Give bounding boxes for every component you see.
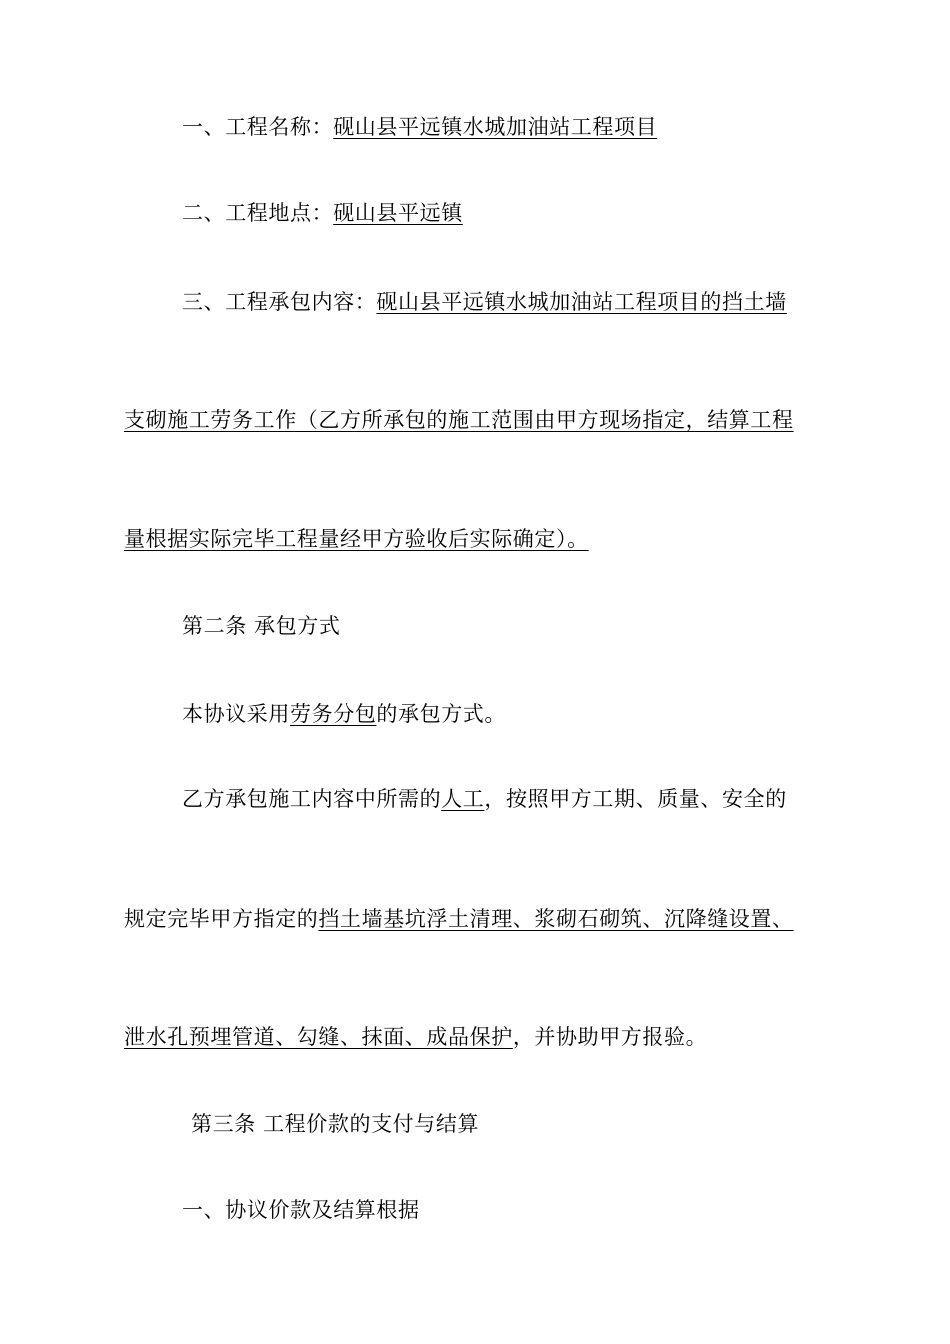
contract-method-text-a: 本协议采用 [182, 702, 290, 726]
contract-scope-line [182, 288, 787, 316]
contract-scope-label: 三、工程承包内容： [182, 290, 377, 314]
contract-method-text-c: 的承包方式。 [376, 702, 507, 726]
project-location-value: 砚山县平远镇 [333, 201, 463, 225]
article-3-heading [191, 1110, 479, 1138]
contract-method-value: 劳务分包 [290, 702, 377, 726]
article-2-heading [182, 612, 340, 640]
section-1-title: 一、协议价款及结算根据 [182, 1198, 420, 1222]
contract-scope-value: 砚山县平远镇水城加油站工程项目的挡土墙 [376, 290, 787, 314]
project-name-line [182, 113, 657, 141]
project-name-value: 砚山县平远镇水城加油站工程项目 [333, 115, 658, 139]
labor-scope-continuation-2 [124, 1023, 707, 1051]
project-location-label: 二、工程地点： [182, 201, 334, 225]
labor-scope-line [182, 785, 787, 813]
article-3-title: 第三条 工程价款的支付与结算 [191, 1112, 480, 1136]
project-name-label: 一、工程名称： [182, 115, 334, 139]
labor-scope-value: 人工 [441, 787, 485, 811]
contract-scope-text-1: 支砌施工劳务工作（乙方所承包的施工范围由甲方现场指定，结算工程 [124, 408, 794, 432]
labor-scope-continuation-1 [124, 905, 794, 933]
contract-method-line [182, 700, 506, 728]
contract-scope-continuation-2 [124, 525, 589, 553]
section-1-heading [182, 1196, 420, 1224]
labor-scope-text-d: 规定完毕甲方指定的 [124, 907, 319, 931]
labor-scope-work-items-1: 挡土墙基坑浮土清理、浆砌石砌筑、沉降缝设置、 [318, 907, 794, 931]
labor-scope-text-a: 乙方承包施工内容中所需的 [182, 787, 442, 811]
contract-scope-text-2: 量根据实际完毕工程量经甲方验收后实际确定）。 [124, 527, 589, 551]
labor-scope-text-e: ，并协助甲方报验。 [512, 1025, 708, 1049]
article-2-title: 第二条 承包方式 [182, 614, 341, 638]
labor-scope-work-items-2: 泄水孔预埋管道、勾缝、抹面、成品保护 [124, 1025, 513, 1049]
labor-scope-text-c: ，按照甲方工期、质量、安全的 [484, 787, 787, 811]
project-location-line [182, 199, 463, 227]
contract-scope-continuation-1 [124, 406, 794, 434]
